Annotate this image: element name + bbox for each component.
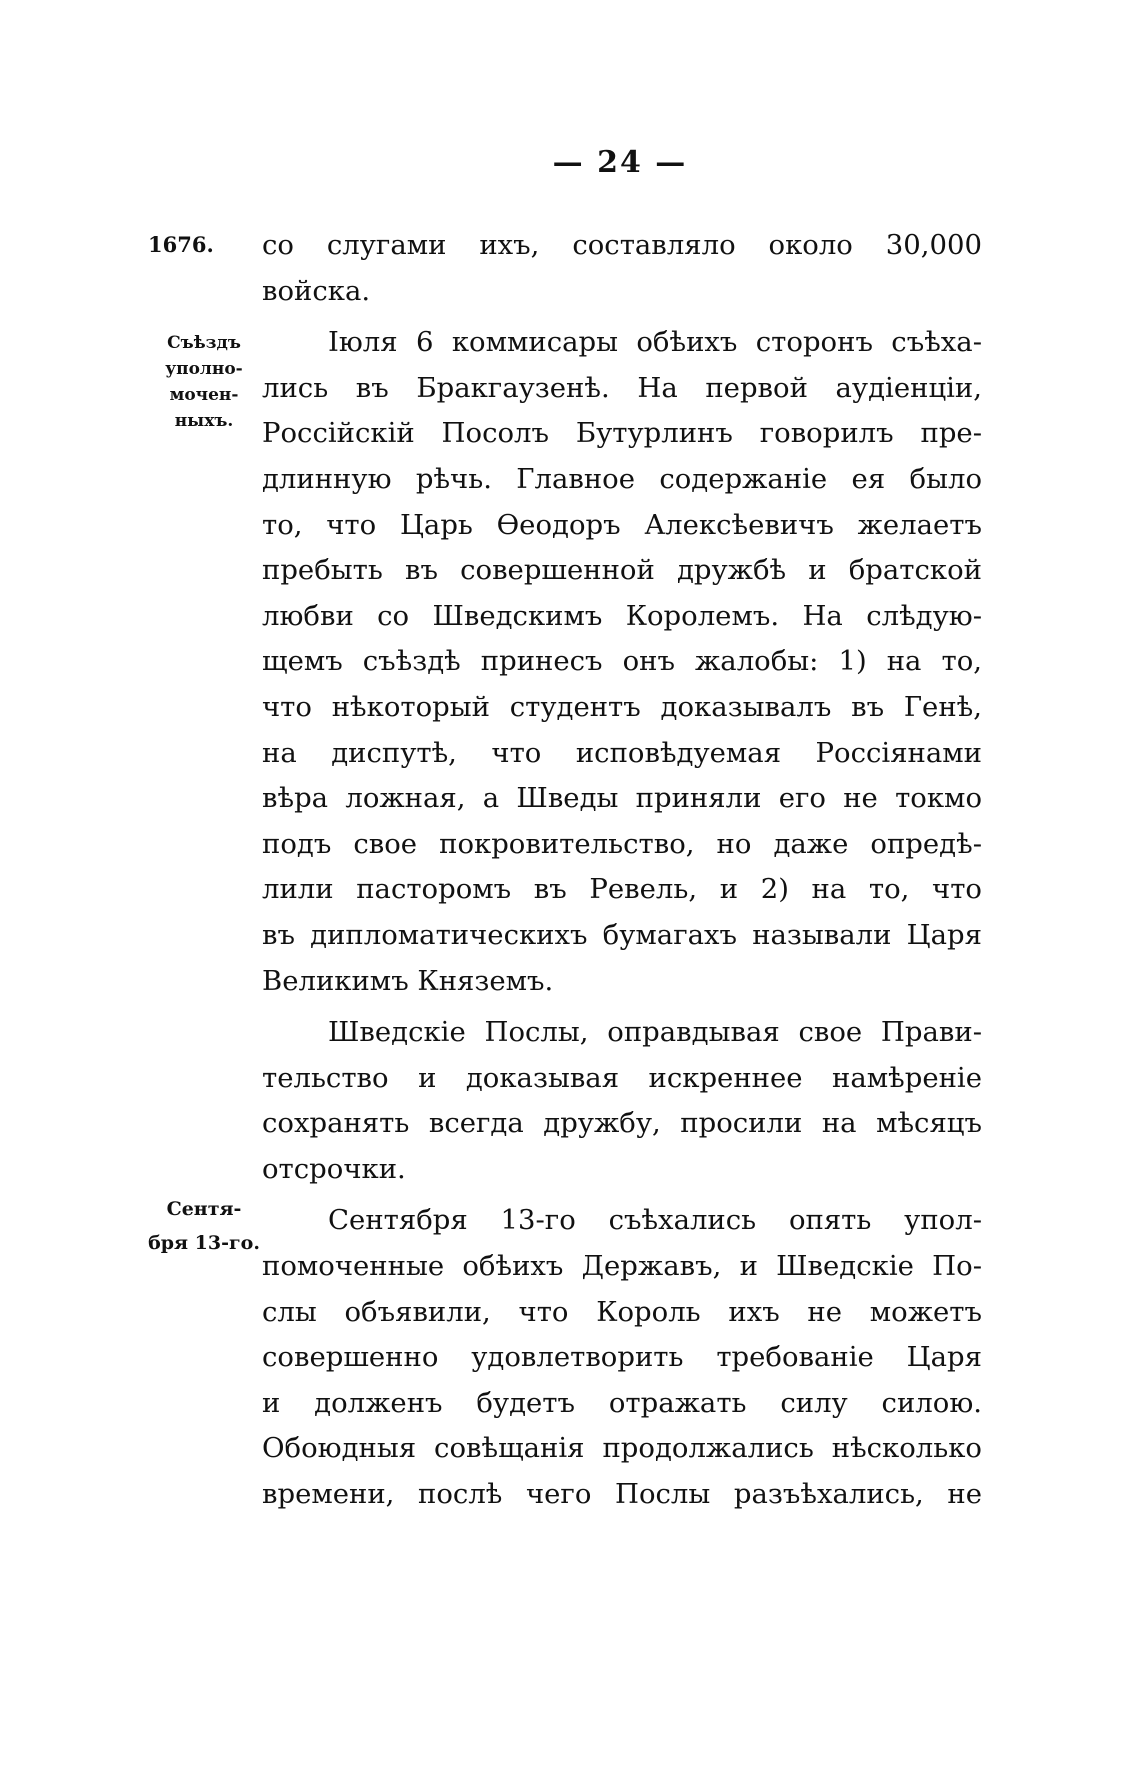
text-line: слы объявили, что Король ихъ не можетъ xyxy=(262,1295,982,1328)
text-line: Обоюдныя совѣщанія продолжались нѣсколько xyxy=(262,1432,982,1465)
text-line: отсрочки. xyxy=(262,1152,406,1185)
text-line: Шведскіе Послы, оправдывая свое Прави- xyxy=(328,1016,982,1049)
text-line: со слугами ихъ, составляло около 30,000 xyxy=(262,229,982,261)
text-line: совершенно удовлетворить требованіе Царя xyxy=(262,1341,982,1374)
text-line: Великимъ Княземъ. xyxy=(262,964,554,997)
margin-note-line: Съѣздъ xyxy=(167,333,241,353)
page-number: — 24 — xyxy=(552,145,688,180)
text-line: помоченные обѣихъ Державъ, и Шведскіе По- xyxy=(262,1250,982,1283)
margin-note-line: бря 13-го. xyxy=(148,1232,260,1254)
text-line: лили пасторомъ въ Ревель, и 2) на то, что xyxy=(262,873,982,906)
text-line: Россійскій Посолъ Бутурлинъ говорилъ пре- xyxy=(262,417,982,450)
text-line: сохранять всегда дружбу, просили на мѣсяцъ xyxy=(262,1107,982,1140)
text-line: вѣра ложная, а Шведы приняли его не токмо xyxy=(262,782,982,815)
paragraph-3 xyxy=(262,1010,982,1192)
margin-note-line: мочен- xyxy=(169,385,239,405)
margin-note-meeting xyxy=(140,330,268,434)
text-line: Іюля 6 коммисары обѣихъ сторонъ съѣха- xyxy=(328,326,982,359)
margin-note-line: ныхъ. xyxy=(174,411,234,431)
text-line: въ дипломатическихъ бумагахъ называли Царя xyxy=(262,918,982,951)
margin-note-line: уполно- xyxy=(165,359,243,379)
text-line: и долженъ будетъ отражать силу силою. xyxy=(262,1386,982,1419)
text-line: любви со Шведскимъ Королемъ. На слѣдую- xyxy=(262,599,982,632)
text-line: войска. xyxy=(262,274,371,307)
text-line: то, что Царь Ѳеодоръ Алексѣевичъ желаетъ xyxy=(262,508,982,541)
margin-note-line: Сентя- xyxy=(166,1198,242,1220)
text-line: на диспутѣ, что исповѣдуемая Россіянами xyxy=(262,736,982,769)
text-line: лись въ Бракгаузенѣ. На первой аудіенціи, xyxy=(262,371,982,404)
text-line: что нѣкоторый студентъ доказывалъ въ Генѣ, xyxy=(262,690,982,723)
text-line: тельство и доказывая искреннее намѣреніе xyxy=(262,1061,982,1094)
margin-note-september xyxy=(140,1192,268,1260)
paragraph-1 xyxy=(262,223,982,314)
margin-note-year: 1676. xyxy=(148,232,214,257)
text-line: щемъ съѣздѣ принесъ онъ жалобы: 1) на то, xyxy=(262,645,982,678)
body-text xyxy=(262,223,982,1518)
paragraph-4 xyxy=(262,1198,982,1517)
text-line: времени, послѣ чего Послы разъѣхались, не xyxy=(262,1478,982,1511)
text-line: длинную рѣчь. Главное содержаніе ея было xyxy=(262,462,982,495)
paragraph-2 xyxy=(262,320,982,1004)
text-line: Сентября 13-го съѣхались опять упол- xyxy=(328,1204,982,1237)
text-line: пребыть въ совершенной дружбѣ и братской xyxy=(262,554,982,587)
text-line: подъ свое покровительство, но даже опредѣ- xyxy=(262,827,982,860)
